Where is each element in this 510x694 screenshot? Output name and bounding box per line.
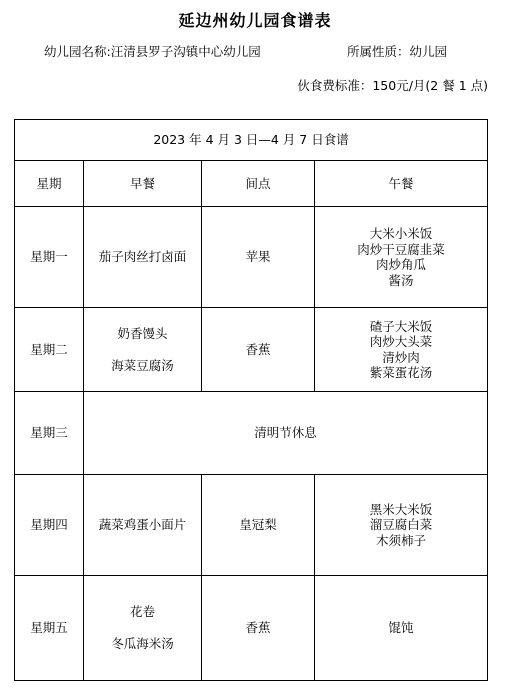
day-cell: 星期二: [15, 308, 84, 392]
snack-cell: 苹果: [202, 207, 315, 308]
table-row: [15, 576, 488, 681]
table-row: [15, 392, 488, 475]
lunch-cell: [315, 576, 488, 681]
fee-standard: 伙食费标准：150元/月(2 餐 1 点): [297, 78, 488, 93]
snack-cell: 皇冠梨: [202, 475, 315, 576]
breakfast-cell: [84, 207, 202, 308]
lunch-item: 酱汤: [388, 272, 414, 288]
breakfast-item: 茄子肉丝打卤面: [98, 249, 187, 264]
lunch-item: 肉炒大头菜: [369, 334, 433, 349]
column-header-day: 星期: [15, 161, 84, 207]
breakfast-item: 海菜豆腐汤: [111, 357, 174, 373]
lunch-cell: [315, 207, 488, 308]
breakfast-item: 冬瓜海米汤: [111, 636, 174, 651]
breakfast-item: 花卷: [129, 604, 155, 619]
table-row: [15, 475, 488, 576]
lunch-cell: [315, 308, 488, 392]
day-cell: 星期五: [15, 576, 84, 681]
lunch-item: 馄饨: [388, 620, 414, 635]
column-header-breakfast: 早餐: [84, 161, 202, 207]
lunch-item: 紫菜蛋花汤: [369, 365, 433, 380]
column-header-snack: 间点: [202, 161, 315, 207]
breakfast-item: 蔬菜鸡蛋小面片: [98, 517, 187, 532]
snack-cell: 香蕉: [202, 308, 315, 392]
lunch-item: 溜豆腐白菜: [369, 517, 433, 533]
column-header-row: [15, 161, 488, 207]
lunch-item: 清炒肉: [382, 349, 420, 365]
kindergarten-name: 幼儿园名称:汪清县罗子沟镇中心幼儿园: [44, 44, 261, 59]
breakfast-item: 奶香馒头: [117, 325, 168, 341]
table-row: [15, 207, 488, 308]
holiday-cell: 清明节休息: [84, 392, 488, 475]
page-title: 延边州幼儿园食谱表: [178, 11, 332, 30]
lunch-item: 碴子大米饭: [369, 318, 433, 334]
day-cell: 星期一: [15, 207, 84, 308]
lunch-item: 木须柿子: [376, 532, 427, 548]
day-cell: 星期三: [15, 392, 84, 475]
table-row: [15, 308, 488, 392]
menu-table: [14, 119, 488, 681]
week-heading: 2023 年 4 月 3 日—4 月 7 日食谱: [15, 120, 488, 161]
lunch-item: 大米小米饭: [369, 226, 433, 241]
table-heading-row: [15, 120, 488, 161]
lunch-cell: [315, 475, 488, 576]
lunch-item: 黑米大米饭: [369, 501, 433, 517]
breakfast-cell: [84, 475, 202, 576]
affiliation: 所属性质：幼儿园: [347, 44, 448, 59]
breakfast-cell: [84, 576, 202, 681]
day-cell: 星期四: [15, 475, 84, 576]
snack-cell: 香蕉: [202, 576, 315, 681]
lunch-item: 肉炒角瓜: [376, 257, 427, 272]
lunch-item: 肉炒干豆腐韭菜: [357, 241, 445, 257]
column-header-lunch: 午餐: [315, 161, 488, 207]
breakfast-cell: [84, 308, 202, 392]
